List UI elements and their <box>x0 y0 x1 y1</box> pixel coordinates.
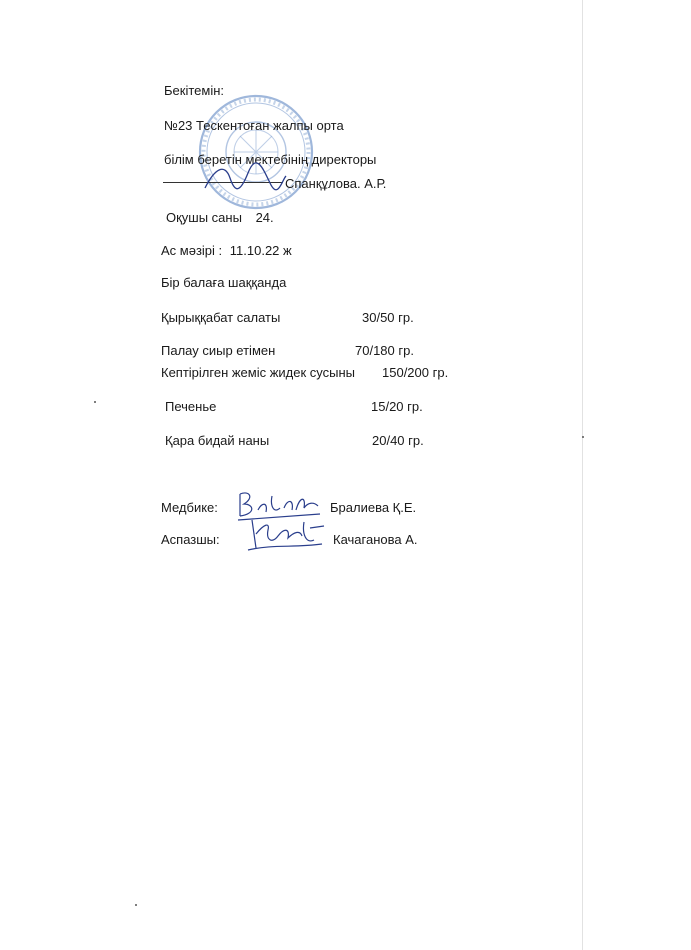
menu-item-name: Печенье <box>165 399 217 414</box>
students-label: Оқушы саны <box>166 210 242 225</box>
menu-item-name: Қырыққабат салаты <box>161 310 281 325</box>
menu-date: 11.10.22 ж <box>229 243 292 258</box>
approval-title: Бекітемін: <box>164 83 224 98</box>
page-edge-shadow <box>582 0 583 950</box>
per-child-label: Бір балаға шаққанда <box>161 275 287 290</box>
menu-item-portion: 30/50 гр. <box>362 310 414 325</box>
nurse-label: Медбике: <box>161 500 218 515</box>
menu-item-portion: 15/20 гр. <box>371 399 423 414</box>
menu-item-name: Қара бидай наны <box>165 433 270 448</box>
school-name-line2: білім беретін мектебінің директоры <box>164 152 377 167</box>
menu-label: Ас мәзірі : <box>161 243 223 258</box>
menu-item-name: Кептірілген жеміс жидек сусыны <box>161 365 356 380</box>
cook-signature <box>244 514 328 554</box>
scan-speck <box>582 436 584 438</box>
menu-item-portion: 20/40 гр. <box>372 433 424 448</box>
menu-item-name: Палау сиыр етімен <box>161 343 276 358</box>
scan-speck <box>94 401 96 403</box>
cook-name: Качаганова А. <box>333 532 418 547</box>
scan-speck <box>135 904 137 906</box>
school-name-line1: №23 Тескентоған жалпы орта <box>164 118 344 133</box>
nurse-name: Бралиева Қ.Е. <box>330 500 417 515</box>
cook-label: Аспазшы: <box>161 532 220 547</box>
students-value: 24. <box>255 210 274 225</box>
director-name: Спанқұлова. А.Р. <box>285 176 387 191</box>
menu-date-row <box>161 243 292 259</box>
menu-item-portion: 150/200 гр. <box>382 365 449 380</box>
menu-item-portion: 70/180 гр. <box>355 343 414 358</box>
director-signature <box>200 158 290 198</box>
students-count-row <box>166 210 274 226</box>
